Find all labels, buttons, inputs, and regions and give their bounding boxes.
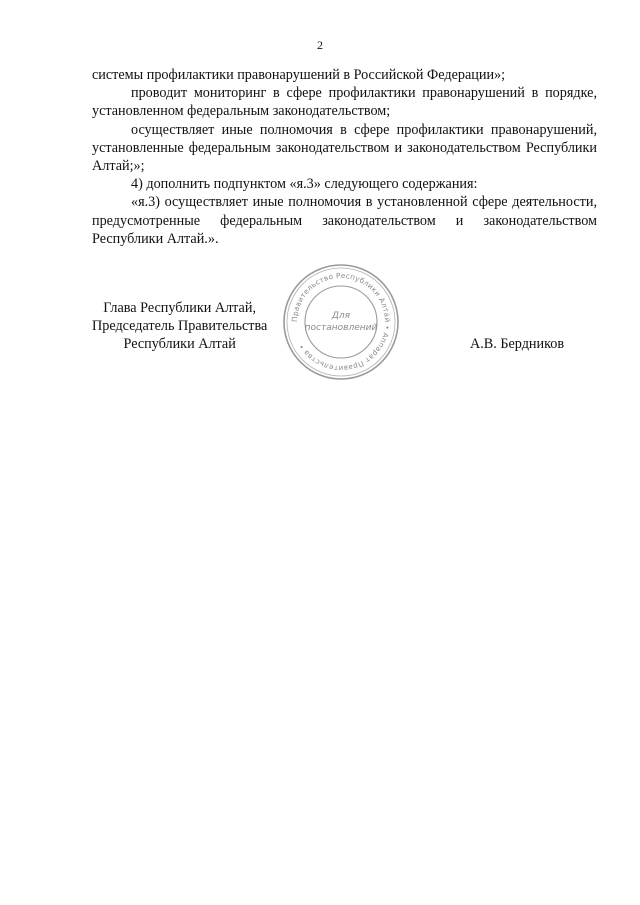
seal-graphic <box>281 262 401 382</box>
paragraph-5: «я.3) осуществляет иные полномочия в установленной сфере деятельности, предусмотренные федеральным законодательством и законодательством Республики Алтай.». <box>92 194 597 247</box>
official-seal-stamp <box>281 262 401 382</box>
signer-name: А.В. Бердников <box>470 336 565 352</box>
seal-outer-ring <box>284 265 398 379</box>
signer-title-line-1: Глава Республики Алтай, <box>103 300 256 316</box>
seal-outer-ring-inner <box>287 268 395 376</box>
paragraph-3: осуществляет иные полномочия в сфере профилактики правонарушений, установленные федеральным законодательством и законодательством Республики Алтай;»; <box>92 121 597 175</box>
signer-title-line-2: Председатель Правительства <box>92 318 268 335</box>
paragraph-4: 4) дополнить подпунктом «я.3» следующего содержания: <box>131 176 478 193</box>
document-body <box>92 66 597 248</box>
seal-center-line-2: постановлений <box>304 323 378 333</box>
page-number: 2 <box>317 38 323 52</box>
signer-title-line-3: Республики Алтай <box>123 336 236 353</box>
paragraph-2: проводит мониторинг в сфере профилактики правонарушений в порядке, установленном федеральным законодательством; <box>92 85 597 120</box>
seal-center-line-1: Для <box>331 311 351 321</box>
paragraph-1: системы профилактики правонарушений в Российской Федерации»; <box>92 67 506 83</box>
seal-inner-ring <box>305 286 377 358</box>
signature-title-block <box>92 299 267 354</box>
seal-ring-text: Правительство Республики Алтай • Аппарат Правительства • <box>289 270 393 374</box>
